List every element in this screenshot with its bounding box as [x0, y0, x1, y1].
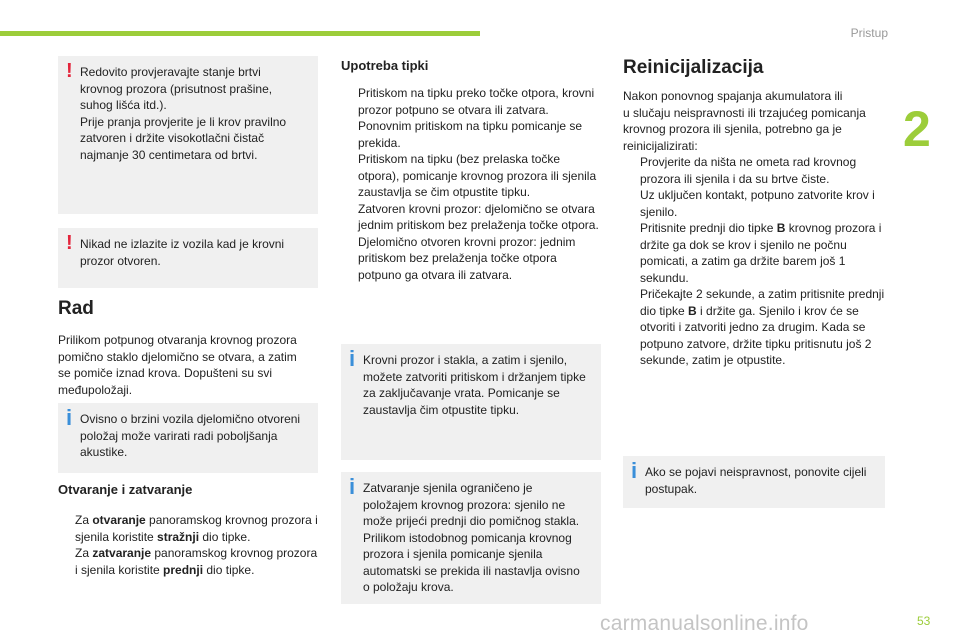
info-icon: i	[66, 405, 73, 430]
info-text: Ako se pojavi neispravnost, ponovite cijeli postupak.	[645, 465, 867, 496]
opening-closing-list	[58, 512, 320, 578]
list-item: Za otvaranje panoramskog krovnog prozora i sjenila koristite stražnji dio tipke.	[75, 513, 318, 544]
section-title: Pristup	[850, 26, 888, 40]
watermark: carmanualsonline.info	[600, 612, 809, 635]
info-box-blind	[341, 472, 601, 604]
list-item: Provjerite da ništa ne ometa rad krovnog prozora ili sjenila i da su brtve čiste.	[640, 155, 857, 186]
list-item: Zatvoren krovni prozor: djelomično se otvara jednim pritiskom bez prelaženja točke otpora.	[358, 201, 599, 232]
list-item: Ponovnim pritiskom na tipku pomicanje se prekida.	[358, 119, 583, 150]
list-item: Pritiskom na tipku (bez prelaska točke otpora), pomicanje krovnog prozora ili sjenila zaustavlja se čim otpustite tipku.	[358, 152, 597, 199]
reinit-list	[623, 154, 886, 369]
heading-rad: Rad	[58, 298, 94, 319]
list-item: Pritiskom na tipku preko točke otpora, krovni prozor potpuno se otvara ili zatvara.	[358, 86, 595, 117]
info-box-speed	[58, 403, 318, 473]
button-use-list	[341, 85, 599, 283]
info-box-malfunction	[623, 456, 885, 508]
heading-button-use: Upotreba tipki	[341, 58, 429, 73]
heading-reinitialization: Reinicijalizacija	[623, 57, 764, 78]
warning-icon: !	[66, 232, 73, 254]
info-text: Krovni prozor i stakla, a zatim i sjenilo, možete zatvoriti pritiskom i držanjem tipke za zaključavanje vrata. Pomicanje se zaustavlja čim otpustite tipku.	[363, 353, 586, 417]
info-icon: i	[631, 458, 638, 483]
warning-box-seals	[58, 56, 318, 214]
header-accent-bar	[0, 31, 480, 36]
heading-opening-closing: Otvaranje i zatvaranje	[58, 482, 193, 497]
list-item: Za zatvaranje panoramskog krovnog prozora i sjenila koristite prednji dio tipke.	[75, 546, 318, 577]
reinit-intro: Nakon ponovnog spajanja akumulatora ili u slučaju neispravnosti ili trzajućeg pomicanja krovnog prozora ili sjenila, potrebno ga je reinicijalizirati:	[623, 89, 866, 153]
warning-text: Redovito provjeravajte stanje brtvi krovnog prozora (prisutnost prašine, suhog lišća itd.). Prije pranja provjerite je li krov pravilno zatvoren i držite visokotlačni čistač najmanje 30 centimetara od brtvi.	[80, 65, 287, 162]
list-item: Uz uključen kontakt, potpuno zatvorite krov i sjenilo.	[640, 188, 875, 219]
warning-box-exit	[58, 228, 318, 288]
info-text: Ovisno o brzini vozila djelomično otvoreni položaj može varirati radi poboljšanja akustike.	[80, 412, 301, 459]
list-item: Pritisnite prednji dio tipke B krovnog prozora i držite ga dok se krov i sjenilo ne počnu pomicati, a zatim ga držite barem još 1 sekundu.	[640, 221, 882, 285]
list-item: Pričekajte 2 sekunde, a zatim pritisnite prednji dio tipke B i držite ga. Sjenilo i krov će se otvoriti i zatvoriti jedno za drugim. Kada se potpuno zatvore, držite tipku pritisnutu još 2 sekunde, zatim je otpustite.	[640, 287, 885, 367]
info-text: Zatvaranje sjenila ograničeno je položajem krovnog prozora: sjenilo ne može prijeći prednji dio pomičnog stakla. Prilikom istodobnog pomicanja krovnog prozora i sjenila pomicanje sjenila automatski se prekida ili nastavlja ovisno o položaju krova.	[363, 481, 580, 594]
chapter-number: 2	[903, 101, 931, 157]
info-box-lock	[341, 344, 601, 460]
page-number: 53	[917, 614, 931, 628]
rad-paragraph: Prilikom potpunog otvaranja krovnog prozora pomično staklo djelomično se otvara, a zatim se pomiče iznad krova. Dopušteni su svi međupoložaji.	[58, 333, 297, 397]
info-icon: i	[349, 474, 356, 499]
warning-icon: !	[66, 60, 73, 82]
list-item: Djelomično otvoren krovni prozor: jednim pritiskom bez prelaženja točke otpora potpuno ga otvara ili zatvara.	[358, 234, 576, 282]
info-icon: i	[349, 346, 356, 371]
warning-text: Nikad ne izlazite iz vozila kad je krovni prozor otvoren.	[80, 237, 285, 268]
